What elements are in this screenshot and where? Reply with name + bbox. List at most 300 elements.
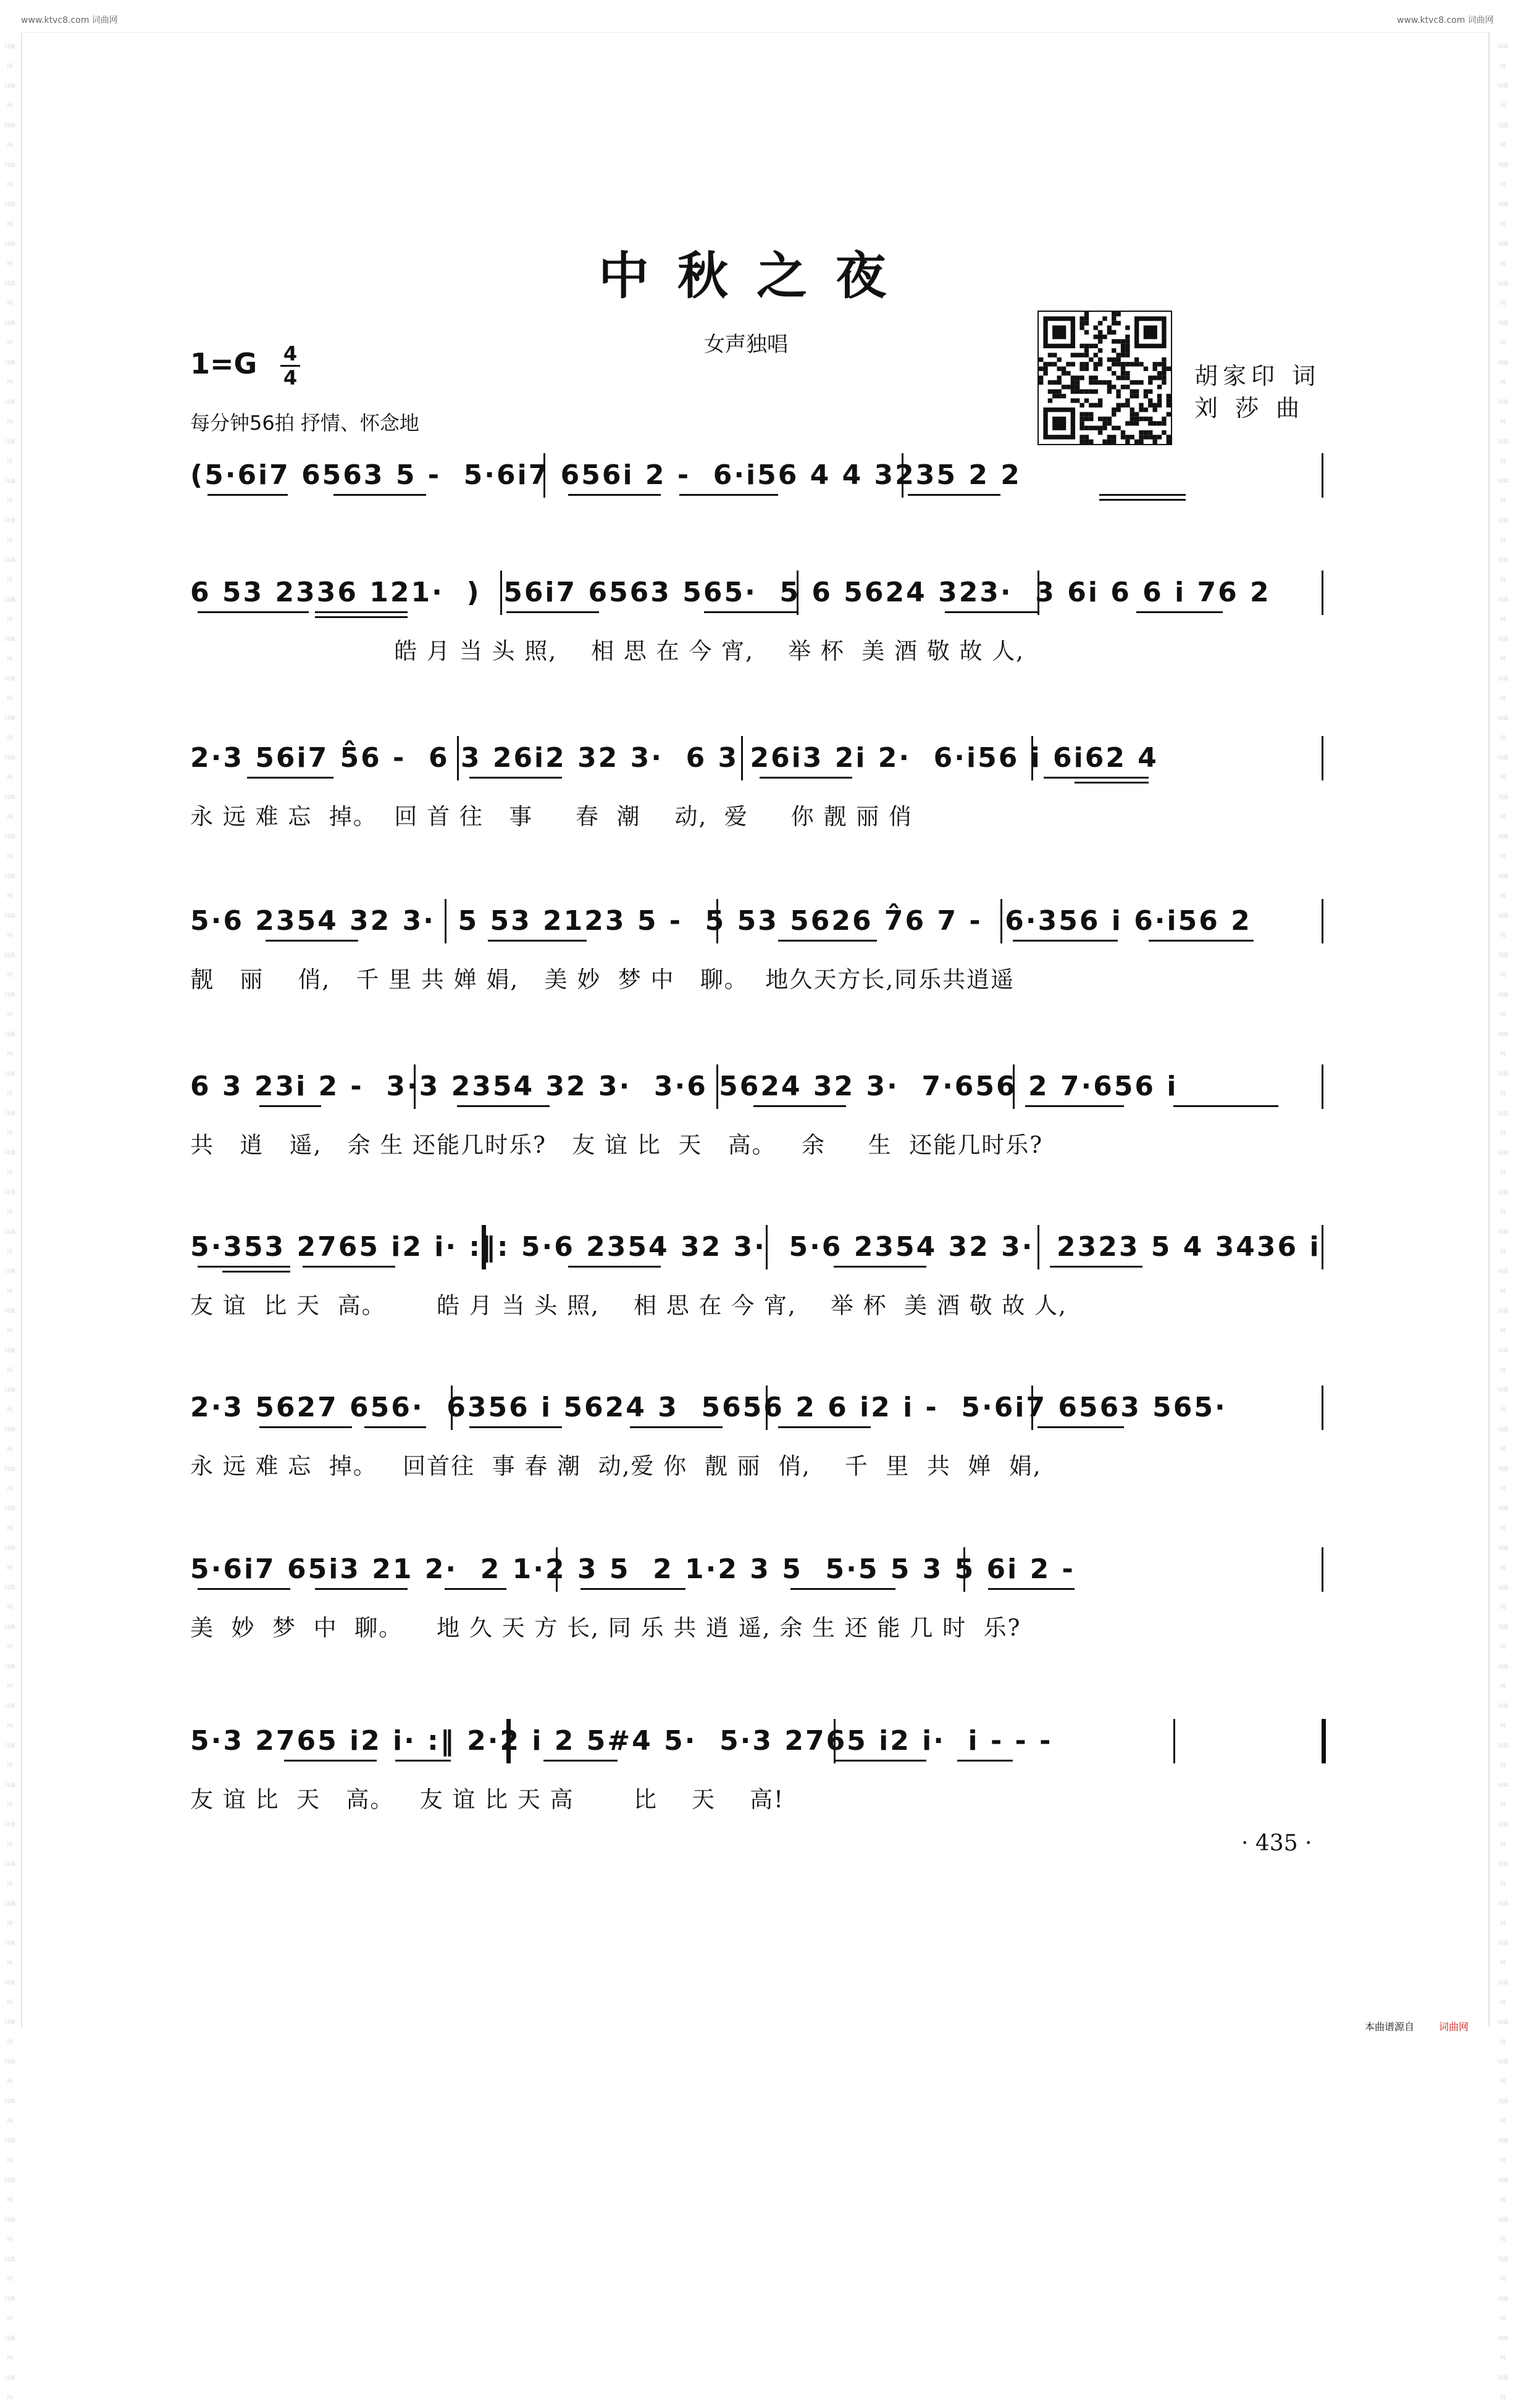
qr-module bbox=[1075, 389, 1079, 393]
qr-module bbox=[1102, 421, 1107, 425]
side-watermark-right: 词曲网 词曲网 词曲网 词曲网 词曲网 词曲网 词曲网 词曲网 词曲网 词曲网 词曲网 词曲网 词曲网 词曲网 词曲网 词曲网 词曲网 词曲网 词曲网 词曲网 词曲网 词曲网 词曲网 词曲网 词曲网 词曲网 词曲网 词曲网 词曲网 词曲网 词曲网 词曲网 词曲网 词曲网 词曲网 词曲网 词曲网 词曲网 词曲网 词曲网 词曲网 词曲网 词曲网 词曲网 词曲网 词曲网 词曲网 词曲网 词曲网 词曲网 词曲网 词曲网 词曲网 词曲网 词曲网 词曲网 词曲网 词曲网 词曲网 词曲网 bbox=[1497, 44, 1509, 2401]
qr-module bbox=[1157, 435, 1162, 439]
qr-module bbox=[1079, 321, 1084, 325]
qr-module bbox=[1112, 385, 1116, 389]
qr-module bbox=[1125, 344, 1130, 348]
qr-module bbox=[1167, 440, 1171, 444]
qr-module bbox=[1089, 425, 1093, 430]
qr-module bbox=[1089, 344, 1093, 348]
lyrics-line: 友 谊 比 天 高。 友 谊 比 天 高 比 天 高! bbox=[190, 1786, 784, 1813]
qr-module bbox=[1144, 389, 1148, 393]
footer-site-link[interactable]: 词曲网 bbox=[1439, 2021, 1469, 2033]
qr-module bbox=[1152, 362, 1157, 366]
qr-module bbox=[1107, 325, 1112, 330]
tempo-marking: 每分钟56拍 抒情、怀念地 bbox=[190, 411, 419, 435]
qr-module bbox=[1112, 348, 1116, 353]
qr-module bbox=[1039, 367, 1043, 371]
notation-line: 2·3 5627 656· 6356 i 5624 3 5656 2 6 i̇2 i - 5·6i7 6563 565· bbox=[190, 1392, 1227, 1423]
qr-module bbox=[1107, 330, 1112, 335]
qr-module bbox=[1084, 435, 1089, 439]
barline bbox=[1173, 1719, 1175, 1763]
qr-module bbox=[1094, 353, 1098, 357]
beam bbox=[303, 1266, 395, 1268]
qr-module bbox=[1162, 430, 1166, 435]
qr-module bbox=[1112, 435, 1116, 439]
barline bbox=[1037, 1225, 1039, 1269]
beam bbox=[957, 1760, 1013, 1762]
beam bbox=[284, 1760, 377, 1762]
beam bbox=[315, 611, 408, 613]
qr-module bbox=[1112, 321, 1116, 325]
qr-module bbox=[1148, 435, 1152, 439]
qr-module bbox=[1084, 316, 1089, 320]
qr-module bbox=[1130, 394, 1134, 398]
qr-module bbox=[1098, 362, 1102, 366]
beam bbox=[364, 1426, 426, 1428]
page-number: · 435 · bbox=[1241, 1831, 1312, 1856]
qr-module bbox=[1079, 412, 1084, 416]
qr-module bbox=[1162, 367, 1166, 371]
beam bbox=[1149, 940, 1254, 942]
qr-module bbox=[1102, 425, 1107, 430]
qr-module bbox=[1084, 330, 1089, 335]
qr-module bbox=[1079, 353, 1084, 357]
qr-module bbox=[1152, 403, 1157, 408]
beam bbox=[1075, 782, 1149, 784]
qr-module bbox=[1121, 339, 1125, 343]
qr-module bbox=[1134, 417, 1139, 421]
qr-module bbox=[1079, 362, 1084, 366]
site-mark-left[interactable]: www.ktvc8.com 词曲网 bbox=[21, 15, 118, 25]
time-signature bbox=[279, 343, 301, 388]
qr-module bbox=[1102, 316, 1107, 320]
qr-module bbox=[1125, 375, 1130, 380]
qr-module bbox=[1121, 375, 1125, 380]
beam bbox=[568, 494, 661, 496]
qr-module bbox=[1130, 412, 1134, 416]
qr-module bbox=[1043, 371, 1047, 375]
qr-module bbox=[1162, 357, 1166, 362]
qr-module bbox=[1125, 325, 1130, 330]
beam bbox=[506, 611, 599, 613]
beam bbox=[543, 1760, 618, 1762]
barline bbox=[451, 1386, 453, 1430]
qr-module bbox=[1071, 389, 1075, 393]
notation-line: 5·6 2354 32 3· 5 53 2123 5 - 5 53 5626 7̂6 7 - 6·356 i 6·i56 2 bbox=[190, 905, 1252, 937]
footer-source-label: 本曲谱源自 bbox=[1365, 2021, 1415, 2033]
beam bbox=[222, 1271, 290, 1273]
qr-module bbox=[1130, 389, 1134, 393]
qr-module bbox=[1079, 367, 1084, 371]
qr-module bbox=[1157, 362, 1162, 366]
qr-module bbox=[1048, 353, 1052, 357]
qr-module bbox=[1152, 421, 1157, 425]
qr-module bbox=[1121, 362, 1125, 366]
beam bbox=[1037, 1426, 1124, 1428]
beam bbox=[945, 611, 1037, 613]
qr-module bbox=[1075, 380, 1079, 385]
qr-module bbox=[1139, 430, 1143, 435]
final-barline bbox=[1322, 1719, 1326, 1763]
qr-module bbox=[1162, 375, 1166, 380]
qr-module bbox=[1107, 357, 1112, 362]
qr-module bbox=[1094, 389, 1098, 393]
qr-module bbox=[1134, 440, 1139, 444]
barline bbox=[1000, 899, 1002, 943]
qr-module bbox=[1107, 380, 1112, 385]
qr-module bbox=[1094, 380, 1098, 385]
notation-line: 6 53 2336 121· ) 56i7 6563 565· 5 6 5624 323· 3 6i 6 6 i 76 2 bbox=[190, 577, 1271, 608]
beam bbox=[207, 494, 288, 496]
qr-module bbox=[1144, 367, 1148, 371]
qr-module bbox=[1075, 375, 1079, 380]
qr-code[interactable] bbox=[1037, 311, 1172, 445]
qr-module bbox=[1125, 398, 1130, 403]
barline bbox=[1322, 1225, 1323, 1269]
qr-module bbox=[1052, 389, 1057, 393]
qr-module bbox=[1079, 425, 1084, 430]
song-subtitle: 女声独唱 bbox=[704, 332, 788, 357]
barline bbox=[1322, 1064, 1323, 1109]
beam bbox=[778, 1426, 871, 1428]
notation-line: 6 3 23i 2 - 3·3 2354 32 3· 3·6 5624 32 3· 7·656 2 7·656 i bbox=[190, 1071, 1178, 1102]
meter-top: 4 bbox=[283, 342, 298, 366]
qr-module bbox=[1134, 421, 1139, 425]
qr-module bbox=[1039, 380, 1043, 385]
qr-module bbox=[1144, 408, 1148, 412]
beam bbox=[266, 940, 358, 942]
barline bbox=[1322, 1547, 1323, 1592]
qr-module bbox=[1116, 389, 1120, 393]
qr-module bbox=[1057, 375, 1062, 380]
qr-module bbox=[1112, 312, 1116, 316]
qr-module bbox=[1089, 412, 1093, 416]
qr-module bbox=[1098, 339, 1102, 343]
qr-module bbox=[1094, 375, 1098, 380]
lyrics-line: 永 远 难 忘 掉。 回首往 事 春 潮 动,爱 你 靓 丽 俏, 千 里 共 婵 娟, bbox=[190, 1453, 1042, 1479]
qr-module bbox=[1130, 435, 1134, 439]
song-title: 中秋之夜 bbox=[598, 246, 915, 306]
qr-module bbox=[1148, 421, 1152, 425]
barline bbox=[716, 1064, 718, 1109]
qr-module bbox=[1079, 440, 1084, 444]
qr-module bbox=[1102, 417, 1107, 421]
beam bbox=[259, 1426, 352, 1428]
qr-module bbox=[1075, 385, 1079, 389]
qr-module bbox=[1039, 357, 1043, 362]
qr-module bbox=[1084, 348, 1089, 353]
qr-module bbox=[1125, 339, 1130, 343]
qr-module bbox=[1057, 367, 1062, 371]
notation-line: 5·6i7 65i3 21 2· 2 1·2 3 5 2 1·2 3 5 5·5 5 3 5 6i 2 - bbox=[190, 1553, 1075, 1585]
qr-module bbox=[1125, 385, 1130, 389]
qr-module bbox=[1052, 394, 1057, 398]
qr-module bbox=[1144, 394, 1148, 398]
qr-module bbox=[1112, 362, 1116, 366]
qr-module bbox=[1098, 357, 1102, 362]
qr-module bbox=[1066, 385, 1070, 389]
qr-module bbox=[1107, 389, 1112, 393]
barline bbox=[445, 899, 446, 943]
qr-module bbox=[1148, 403, 1152, 408]
barline bbox=[1322, 899, 1323, 943]
qr-module bbox=[1098, 330, 1102, 335]
qr-module bbox=[1089, 380, 1093, 385]
barline bbox=[500, 571, 502, 615]
qr-module bbox=[1066, 371, 1070, 375]
qr-module bbox=[1071, 353, 1075, 357]
qr-module bbox=[1148, 430, 1152, 435]
qr-module bbox=[1079, 316, 1084, 320]
qr-module bbox=[1048, 362, 1052, 366]
beam bbox=[488, 940, 587, 942]
qr-module bbox=[1116, 425, 1120, 430]
qr-module bbox=[1089, 389, 1093, 393]
qr-module bbox=[1162, 417, 1166, 421]
qr-module bbox=[1089, 357, 1093, 362]
qr-module bbox=[1121, 430, 1125, 435]
qr-module bbox=[1102, 440, 1107, 444]
qr-module bbox=[1125, 353, 1130, 357]
lyrics-line: 美 妙 梦 中 聊。 地 久 天 方 长, 同 乐 共 逍 遥, 余 生 还 能 几 时 乐? bbox=[190, 1615, 1021, 1641]
barline bbox=[1013, 1064, 1015, 1109]
barline bbox=[766, 1225, 768, 1269]
qr-module bbox=[1057, 389, 1062, 393]
qr-module bbox=[1098, 398, 1102, 403]
qr-module bbox=[1121, 435, 1125, 439]
qr-module bbox=[1084, 412, 1089, 416]
qr-module bbox=[1112, 408, 1116, 412]
qr-module bbox=[1112, 339, 1116, 343]
qr-module bbox=[1121, 344, 1125, 348]
barline bbox=[716, 899, 718, 943]
qr-module bbox=[1048, 398, 1052, 403]
qr-module bbox=[1121, 371, 1125, 375]
qr-module bbox=[1152, 375, 1157, 380]
qr-module bbox=[1057, 394, 1062, 398]
qr-module bbox=[1139, 435, 1143, 439]
qr-module bbox=[1116, 394, 1120, 398]
beam bbox=[198, 1588, 290, 1590]
qr-module bbox=[1125, 362, 1130, 366]
notation-line: (5·6i7 6563 5 - 5·6i7 656i 2 - 6·i56 4 4 3235 2 2 bbox=[190, 459, 1021, 491]
qr-module bbox=[1139, 380, 1143, 385]
qr-module bbox=[1112, 412, 1116, 416]
qr-module bbox=[1043, 362, 1047, 366]
qr-module bbox=[1098, 417, 1102, 421]
qr-module bbox=[1094, 325, 1098, 330]
barline bbox=[556, 1547, 558, 1592]
beam bbox=[1025, 1105, 1124, 1107]
qr-module bbox=[1112, 330, 1116, 335]
lyrics-line: 友 谊 比 天 高。 皓 月 当 头 照, 相 思 在 今 宵, 举 杯 美 酒 敬 故 人, bbox=[190, 1292, 1067, 1319]
beam bbox=[1044, 777, 1149, 779]
beam bbox=[457, 1105, 550, 1107]
qr-module bbox=[1162, 421, 1166, 425]
qr-module bbox=[1144, 417, 1148, 421]
qr-module bbox=[1079, 403, 1084, 408]
beam bbox=[315, 1588, 408, 1590]
qr-module bbox=[1116, 312, 1120, 316]
qr-module bbox=[1116, 403, 1120, 408]
lyrics-line: 共 逍 遥, 余 生 还能几时乐? 友 谊 比 天 高。 余 生 还能几时乐? bbox=[190, 1132, 1044, 1158]
qr-module bbox=[1066, 362, 1070, 366]
barline bbox=[543, 453, 545, 498]
qr-module bbox=[1144, 435, 1148, 439]
qr-module bbox=[1167, 394, 1171, 398]
beam bbox=[469, 777, 562, 779]
qr-module bbox=[1107, 421, 1112, 425]
beam bbox=[1136, 611, 1223, 613]
qr-module bbox=[1167, 435, 1171, 439]
qr-module bbox=[1071, 362, 1075, 366]
qr-module bbox=[1116, 408, 1120, 412]
beam bbox=[1013, 940, 1118, 942]
beam bbox=[1050, 1266, 1142, 1268]
qr-module bbox=[1079, 421, 1084, 425]
beam bbox=[445, 1588, 506, 1590]
qr-module bbox=[1116, 362, 1120, 366]
beam bbox=[259, 1105, 321, 1107]
qr-module bbox=[1094, 335, 1098, 339]
barline bbox=[457, 736, 459, 780]
qr-module bbox=[1098, 430, 1102, 435]
beam bbox=[753, 1105, 846, 1107]
beam bbox=[1099, 494, 1186, 496]
qr-module bbox=[1162, 371, 1166, 375]
qr-module bbox=[1098, 425, 1102, 430]
qr-module bbox=[1167, 398, 1171, 403]
barline bbox=[1322, 736, 1323, 780]
qr-module bbox=[1084, 440, 1089, 444]
qr-module bbox=[1139, 408, 1143, 412]
qr-module bbox=[1152, 367, 1157, 371]
beam bbox=[790, 1588, 895, 1590]
qr-module bbox=[1157, 375, 1162, 380]
lyricist-credit: 胡家印 词 bbox=[1194, 362, 1321, 390]
beam bbox=[704, 611, 797, 613]
qr-module bbox=[1112, 440, 1116, 444]
qr-module bbox=[1134, 357, 1139, 362]
qr-module bbox=[1121, 403, 1125, 408]
qr-module bbox=[1167, 403, 1171, 408]
qr-module bbox=[1107, 435, 1112, 439]
beam bbox=[247, 777, 333, 779]
qr-module bbox=[1152, 435, 1157, 439]
qr-module bbox=[1039, 375, 1043, 380]
qr-module bbox=[1112, 316, 1116, 320]
qr-module bbox=[1075, 353, 1079, 357]
lyrics-line: 皓 月 当 头 照, 相 思 在 今 宵, 举 杯 美 酒 敬 故 人, bbox=[190, 638, 1025, 664]
qr-module bbox=[1116, 357, 1120, 362]
qr-module bbox=[1057, 357, 1062, 362]
qr-module bbox=[1062, 385, 1066, 389]
qr-module bbox=[1148, 398, 1152, 403]
qr-module bbox=[1043, 367, 1047, 371]
qr-module bbox=[1094, 425, 1098, 430]
beam bbox=[395, 1760, 451, 1762]
barline bbox=[797, 571, 798, 615]
qr-module bbox=[1130, 380, 1134, 385]
qr-module bbox=[1139, 440, 1143, 444]
qr-module bbox=[1121, 348, 1125, 353]
qr-module bbox=[1089, 375, 1093, 380]
site-mark-right[interactable]: www.ktvc8.com 词曲网 bbox=[1397, 15, 1494, 25]
qr-module bbox=[1107, 367, 1112, 371]
qr-module bbox=[1125, 335, 1130, 339]
qr-module bbox=[1052, 353, 1057, 357]
qr-module bbox=[1139, 417, 1143, 421]
qr-module bbox=[1084, 344, 1089, 348]
barline bbox=[1037, 571, 1039, 615]
beam bbox=[1099, 499, 1186, 501]
beam bbox=[908, 494, 1000, 496]
qr-module bbox=[1125, 435, 1130, 439]
beam bbox=[778, 940, 877, 942]
qr-module bbox=[1079, 325, 1084, 330]
qr-module bbox=[1125, 371, 1130, 375]
qr-module bbox=[1134, 380, 1139, 385]
barline bbox=[963, 1547, 965, 1592]
qr-module bbox=[1116, 353, 1120, 357]
qr-module bbox=[1134, 389, 1139, 393]
barline bbox=[1322, 1386, 1323, 1430]
qr-module bbox=[1062, 394, 1066, 398]
notation-line: 5·353 2765 i2 i· :‖: 5·6 2354 32 3· 5·6 2354 32 3· 2323 5 4 3436 i bbox=[190, 1231, 1321, 1263]
repeat-barline bbox=[482, 1225, 486, 1269]
composer-credit: 刘 莎 曲 bbox=[1194, 395, 1305, 422]
qr-module bbox=[1125, 440, 1130, 444]
qr-module bbox=[1121, 353, 1125, 357]
qr-module bbox=[1098, 380, 1102, 385]
qr-module bbox=[1112, 425, 1116, 430]
beam bbox=[988, 1588, 1075, 1590]
qr-module bbox=[1084, 417, 1089, 421]
qr-module bbox=[1084, 321, 1089, 325]
beam bbox=[834, 1760, 926, 1762]
qr-module bbox=[1157, 394, 1162, 398]
qr-module bbox=[1162, 380, 1166, 385]
qr-module bbox=[1130, 408, 1134, 412]
barline bbox=[414, 1064, 416, 1109]
qr-module bbox=[1116, 339, 1120, 343]
beam bbox=[679, 494, 778, 496]
qr-module bbox=[1089, 403, 1093, 408]
qr-module bbox=[1079, 375, 1084, 380]
barline bbox=[1322, 571, 1323, 615]
qr-module bbox=[1084, 367, 1089, 371]
qr-module bbox=[1052, 380, 1057, 385]
qr-module bbox=[1079, 389, 1084, 393]
qr-module bbox=[1098, 348, 1102, 353]
beam bbox=[630, 1426, 723, 1428]
qr-module bbox=[1084, 312, 1089, 316]
qr-module bbox=[1157, 421, 1162, 425]
beam bbox=[198, 1266, 290, 1268]
qr-module bbox=[1079, 435, 1084, 439]
qr-module bbox=[1121, 385, 1125, 389]
qr-module bbox=[1079, 344, 1084, 348]
meter-bottom: 4 bbox=[283, 366, 298, 390]
beam bbox=[580, 1588, 685, 1590]
qr-module bbox=[1152, 408, 1157, 412]
qr-module bbox=[1089, 417, 1093, 421]
qr-module bbox=[1084, 389, 1089, 393]
qr-module bbox=[1107, 417, 1112, 421]
qr-module bbox=[1048, 380, 1052, 385]
qr-module bbox=[1107, 385, 1112, 389]
qr-module bbox=[1157, 398, 1162, 403]
